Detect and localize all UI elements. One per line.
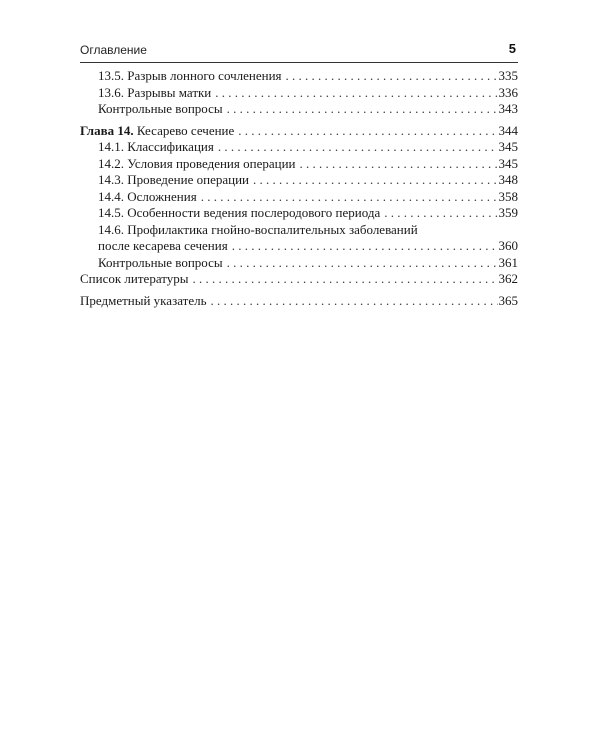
dot-leader bbox=[193, 271, 498, 288]
toc-entry-label: 14.3. Проведение операции bbox=[98, 172, 249, 187]
dot-leader bbox=[215, 85, 497, 102]
toc-entry-label: Предметный указатель bbox=[80, 292, 207, 308]
dot-leader bbox=[384, 205, 497, 222]
dot-leader bbox=[238, 123, 497, 140]
toc-entry-label: после кесарева сечения bbox=[98, 238, 228, 253]
toc-entry bbox=[80, 189, 518, 206]
toc-entry-label: 13.5. Разрыв лонного сочленения bbox=[98, 68, 282, 83]
toc-entry-label: 14.5. Особенности ведения послеродового периода bbox=[98, 205, 381, 220]
header-title: Оглавление bbox=[80, 43, 147, 57]
page-number: 5 bbox=[508, 41, 516, 56]
toc-chapter-entry bbox=[80, 123, 518, 140]
toc-entry bbox=[80, 68, 518, 85]
toc-entry-continuation bbox=[80, 238, 518, 255]
dot-leader bbox=[227, 255, 498, 272]
toc-entry bbox=[80, 205, 518, 222]
toc-entry-label: Контрольные вопросы bbox=[98, 254, 223, 270]
toc-entry-page: 336 bbox=[498, 84, 518, 100]
toc-entry bbox=[80, 101, 518, 118]
toc-entry-label: 14.4. Осложнения bbox=[98, 188, 197, 204]
toc-entry-label: Список литературы bbox=[80, 271, 189, 286]
toc-entry-page: 344 bbox=[498, 122, 518, 138]
dot-leader bbox=[232, 238, 498, 255]
table-of-contents bbox=[80, 68, 518, 309]
toc-entry-page: 343 bbox=[498, 101, 518, 116]
toc-entry-page: 360 bbox=[498, 238, 518, 253]
dot-leader bbox=[227, 101, 498, 118]
dot-leader bbox=[201, 189, 498, 206]
toc-entry bbox=[80, 139, 518, 156]
toc-entry-label: 14.1. Классификация bbox=[98, 139, 214, 154]
toc-entry-page: 348 bbox=[498, 172, 518, 187]
dot-leader bbox=[211, 293, 498, 310]
toc-entry bbox=[80, 255, 518, 272]
toc-entry-page: 359 bbox=[498, 205, 518, 220]
toc-entry-page: 345 bbox=[498, 155, 518, 171]
chapter-number: Глава 14. bbox=[80, 122, 134, 138]
toc-entry bbox=[80, 85, 518, 102]
toc-entry-label: 14.6. Профилактика гнойно-воспалительных заболеваний bbox=[98, 221, 418, 237]
toc-entry bbox=[80, 222, 518, 239]
toc-entry-label: 14.2. Условия проведения операции bbox=[98, 155, 296, 171]
toc-entry-page: 365 bbox=[498, 292, 518, 308]
toc-entry-page: 358 bbox=[498, 188, 518, 204]
toc-entry-label: 13.6. Разрывы матки bbox=[98, 84, 212, 100]
dot-leader bbox=[253, 172, 498, 189]
dot-leader bbox=[286, 68, 498, 85]
toc-entry-page: 345 bbox=[498, 139, 518, 154]
toc-entry-page: 335 bbox=[498, 68, 518, 83]
toc-entry-label: Контрольные вопросы bbox=[98, 101, 223, 116]
toc-entry bbox=[80, 156, 518, 173]
toc-entry-page: 362 bbox=[498, 271, 518, 286]
toc-entry bbox=[80, 271, 518, 288]
toc-chapter-label bbox=[80, 123, 234, 140]
toc-entry bbox=[80, 293, 518, 310]
dot-leader bbox=[300, 156, 498, 173]
chapter-title: Кесарево сечение bbox=[136, 122, 235, 138]
dot-leader bbox=[218, 139, 498, 156]
toc-entry-page: 361 bbox=[498, 254, 518, 270]
running-header bbox=[80, 40, 518, 63]
toc-entry bbox=[80, 172, 518, 189]
